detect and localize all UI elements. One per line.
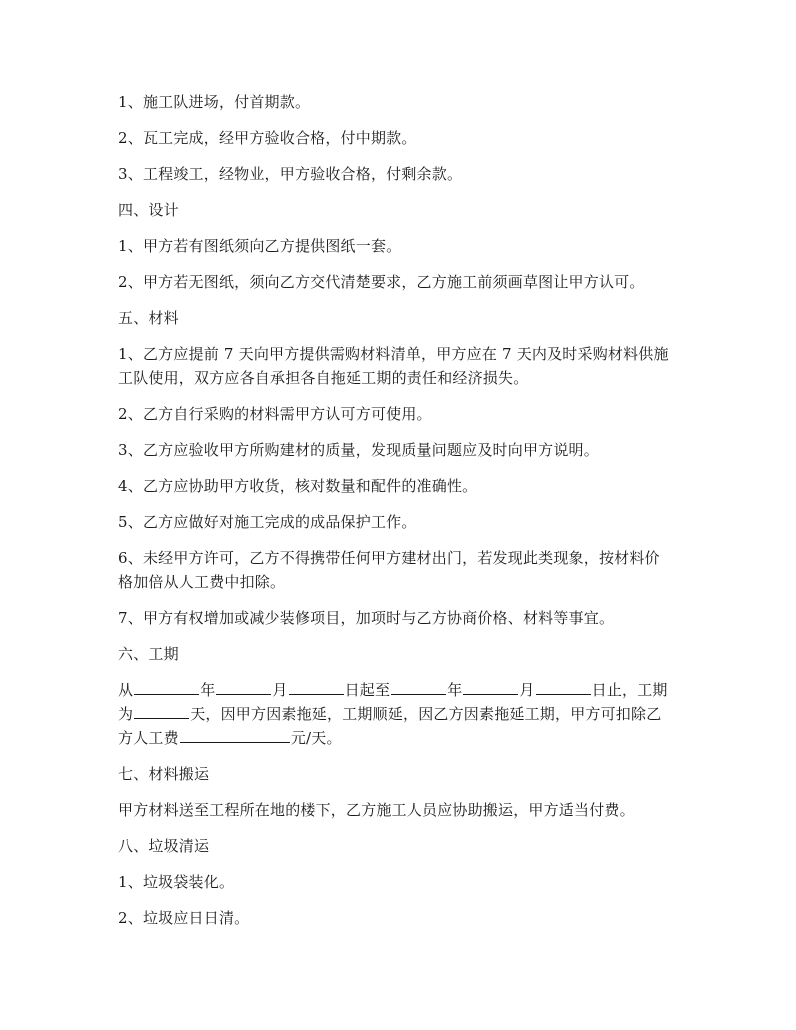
end-day-blank[interactable] (536, 678, 591, 695)
section-heading-waste: 八、垃圾清运 (118, 837, 210, 855)
materials-item-4: 4、乙方应协助甲方收货，核对数量和配件的准确性。 (118, 477, 478, 495)
section-heading-transport: 七、材料搬运 (118, 765, 210, 783)
schedule-day-to: 日止，工期为 (118, 681, 668, 723)
schedule-day-from: 日起至 (344, 681, 391, 699)
design-item-1: 1、甲方若有图纸须向乙方提供图纸一套。 (118, 237, 402, 255)
document-page (118, 90, 674, 942)
schedule-from: 从 (118, 681, 134, 699)
schedule-year-2: 年 (447, 681, 463, 699)
materials-item-5: 5、乙方应做好对施工完成的成品保护工作。 (118, 513, 417, 531)
schedule-per-day: 元/天。 (290, 729, 342, 747)
schedule-year-1: 年 (200, 681, 216, 699)
schedule-days: 天，因甲方因素拖延，工期顺延，因乙方因素拖延工期，甲方可扣除乙方人工费 (118, 705, 662, 747)
waste-item-1: 1、垃圾袋装化。 (118, 873, 235, 891)
deduction-amount-blank[interactable] (180, 726, 290, 743)
payment-item-1: 1、施工队进场，付首期款。 (118, 93, 311, 111)
materials-item-1: 1、乙方应提前 7 天向甲方提供需购材料清单，甲方应在 7 天内及时采购材料供施工队使用，双方应各自承担各自拖延工期的责任和经济损失。 (118, 345, 669, 387)
schedule-month-1: 月 (272, 681, 288, 699)
schedule-month-2: 月 (519, 681, 535, 699)
schedule-clause (118, 678, 674, 750)
payment-item-3: 3、工程竣工，经物业，甲方验收合格，付剩余款。 (118, 165, 463, 183)
waste-item-2: 2、垃圾应日日清。 (118, 909, 250, 927)
materials-item-7: 7、甲方有权增加或减少装修项目，加项时与乙方协商价格、材料等事宜。 (118, 609, 615, 627)
transport-body: 甲方材料送至工程所在地的楼下，乙方施工人员应协助搬运，甲方适当付费。 (118, 801, 635, 819)
start-day-blank[interactable] (289, 678, 344, 695)
materials-item-6: 6、未经甲方许可，乙方不得携带任何甲方建材出门，若发现此类现象，按材料价格加倍从人工费中扣除。 (118, 549, 660, 591)
design-item-2: 2、甲方若无图纸，须向乙方交代清楚要求，乙方施工前须画草图让甲方认可。 (118, 273, 645, 291)
section-heading-schedule: 六、工期 (118, 645, 179, 663)
materials-item-2: 2、乙方自行采购的材料需甲方认可方可使用。 (118, 405, 432, 423)
section-heading-materials: 五、材料 (118, 309, 179, 327)
materials-item-3: 3、乙方应验收甲方所购建材的质量，发现质量问题应及时向甲方说明。 (118, 441, 599, 459)
end-year-blank[interactable] (391, 678, 446, 695)
start-year-blank[interactable] (134, 678, 199, 695)
payment-item-2: 2、瓦工完成，经甲方验收合格，付中期款。 (118, 129, 417, 147)
duration-days-blank[interactable] (134, 702, 189, 719)
section-heading-design: 四、设计 (118, 201, 179, 219)
end-month-blank[interactable] (463, 678, 518, 695)
start-month-blank[interactable] (216, 678, 271, 695)
